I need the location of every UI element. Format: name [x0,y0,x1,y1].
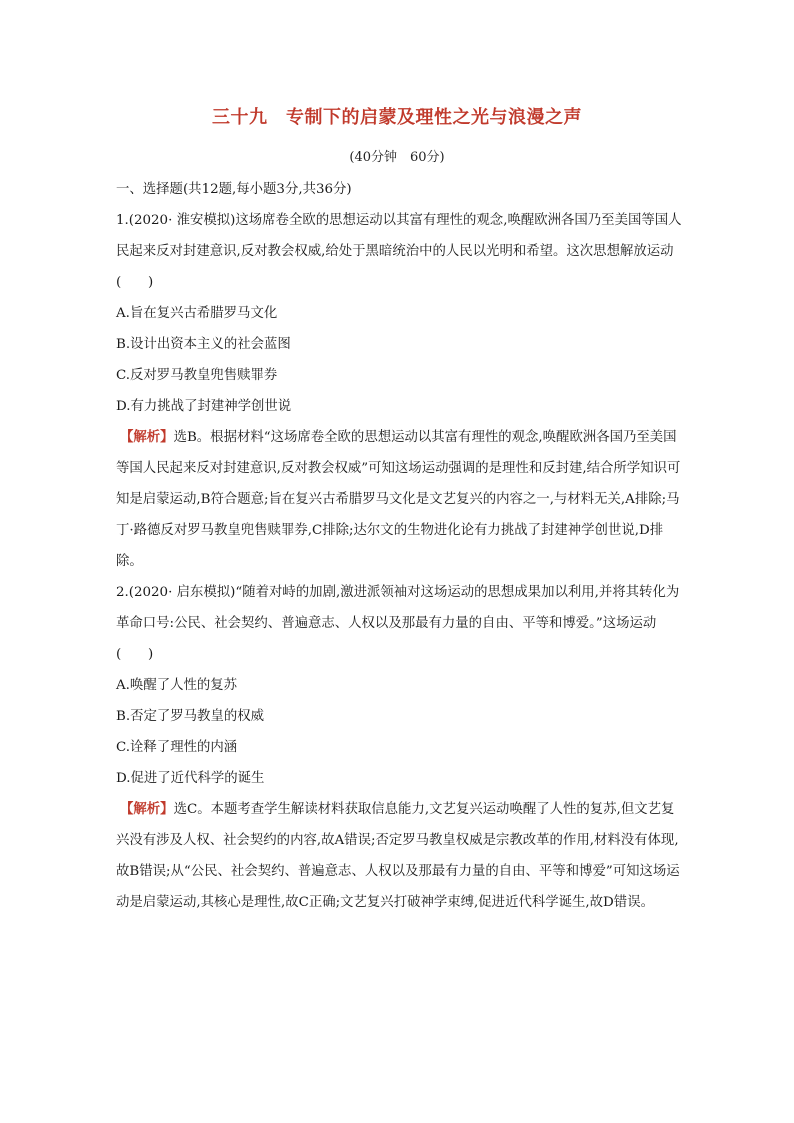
analysis [116,422,686,577]
option-c: C.反对罗马教皇兜售赎罪券 [116,368,278,383]
question-2 [116,577,686,918]
option-a: A.唤醒了人性的复苏 [116,678,238,693]
analysis-tag: 【解析】 [120,430,174,445]
analysis [116,794,686,918]
analysis-tag: 【解析】 [120,802,174,817]
page-subtitle: (40分钟 60分) [349,150,445,165]
content-body [116,174,686,918]
question-stem: 2.(2020· 启东模拟)“随着对峙的加剧,激进派领袖对这场运动的思想成果加以利用,并将其转化为革命口号:公民、社会契约、普遍意志、人权以及那最有力量的自由、平等和博爱。”这场运动 ( ) [116,585,680,662]
option-a: A.旨在复兴古希腊罗马文化 [116,306,278,321]
option-c: C.诠释了理性的内涵 [116,740,238,755]
section-heading: 一、选择题(共12题,每小题3分,共36分) [116,182,352,197]
analysis-text: 选B。根据材料“这场席卷全欧的思想运动以其富有理性的观念,唤醒欧洲各国乃至美国等国人民起来反对封建意识,反对教会权威”可知这场运动强调的是理性和反封建,结合所学知识可知是启蒙运动,B符合题意;旨在复兴古希腊罗马文化是文艺复兴的内容之一,与材料无关,A排除;马丁·路德反对罗马教皇兜售赎罪券,C排除;达尔文的生物进化论有力挑战了封建神学创世说,D排除。 [116,430,681,569]
option-d: D.有力挑战了封建神学创世说 [116,399,292,414]
page-title: 三十九 专制下的启蒙及理性之光与浪漫之声 [212,107,582,128]
analysis-text: 选C。本题考查学生解读材料获取信息能力,文艺复兴运动唤醒了人性的复苏,但文艺复兴没有涉及人权、社会契约的内容,故A错误;否定罗马教皇权威是宗教改革的作用,材料没有体现,故B错误;从“公民、社会契约、普遍意志、人权以及那最有力量的自由、平等和博爱”可知这场运动是启蒙运动,其核心是理性,故C正确;文艺复兴打破神学束缚,促进近代科学诞生,故D错误。 [116,802,680,910]
option-b: B.设计出资本主义的社会蓝图 [116,337,291,352]
question-1 [116,205,686,577]
option-b: B.否定了罗马教皇的权威 [116,709,265,724]
option-d: D.促进了近代科学的诞生 [116,771,265,786]
question-stem: 1.(2020· 淮安模拟)这场席卷全欧的思想运动以其富有理性的观念,唤醒欧洲各国乃至美国等国人民起来反对封建意识,反对教会权威,给处于黑暗统治中的人民以光明和希望。这次思想解放运动 ( ) [116,213,687,290]
